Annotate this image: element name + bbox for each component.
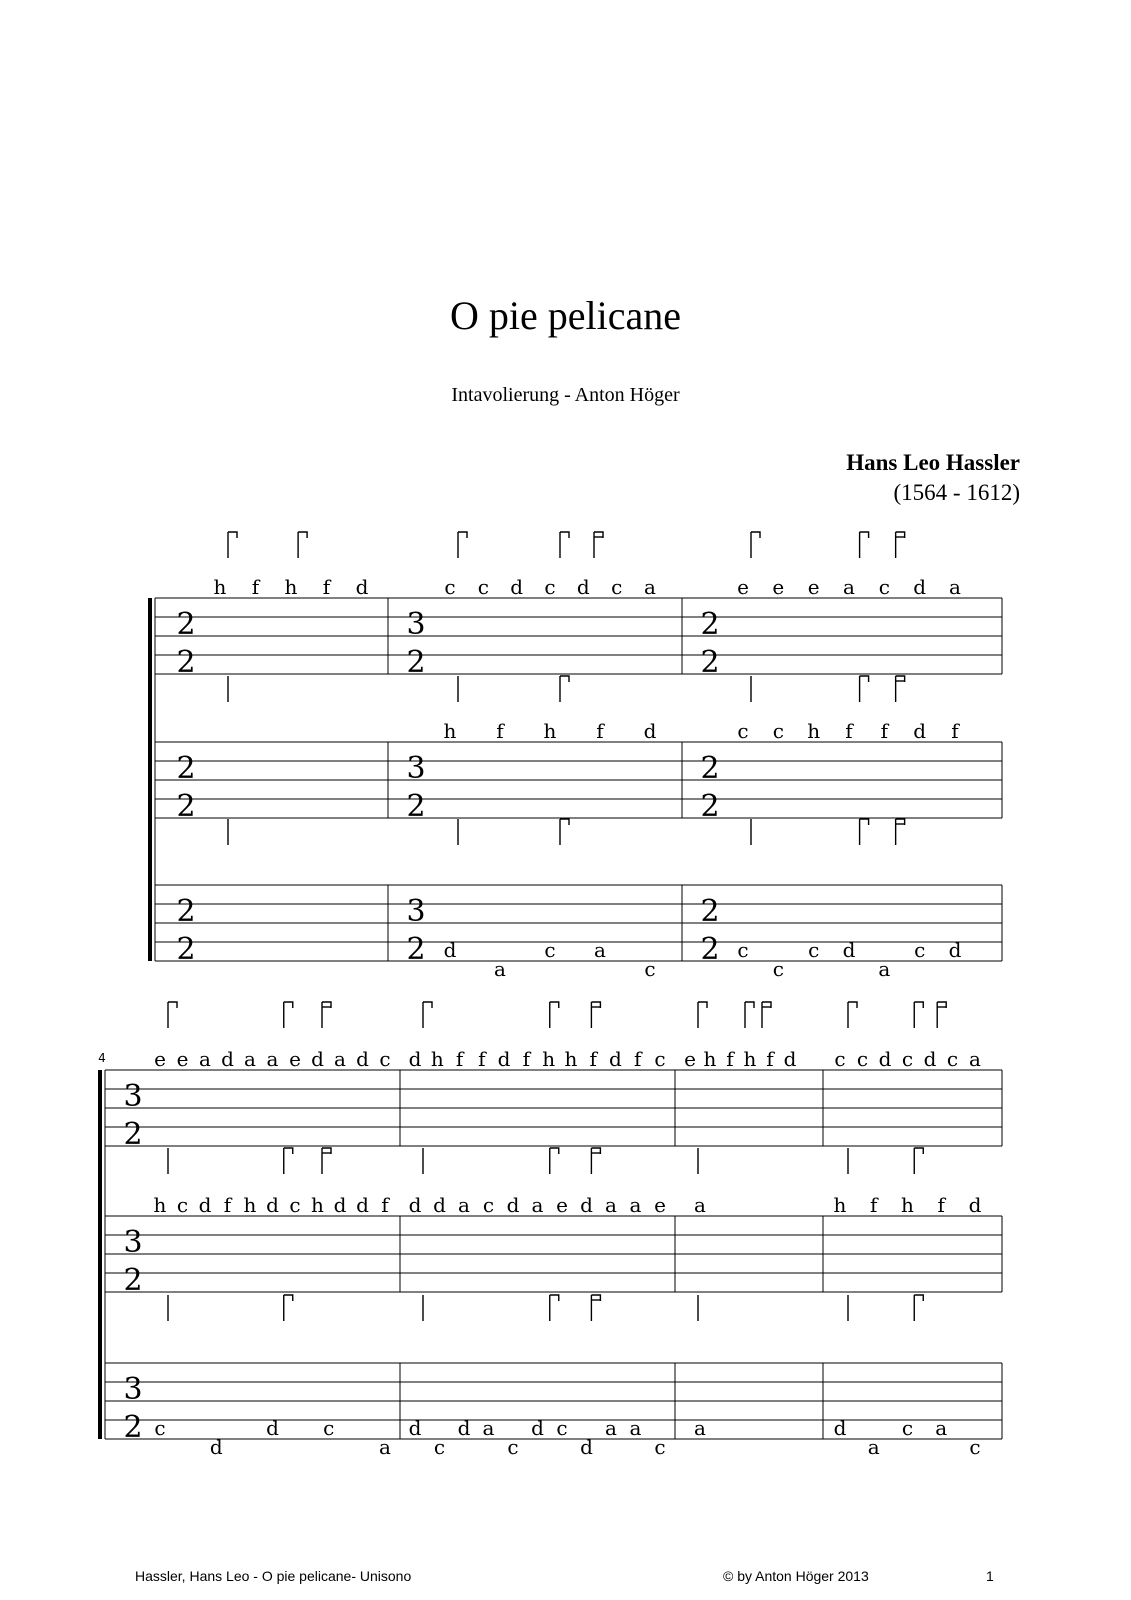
tab-letter: h xyxy=(153,1193,167,1217)
tab-letter: d xyxy=(833,1416,847,1440)
rhythm-sign xyxy=(860,676,869,682)
tab-letter: e xyxy=(684,1047,696,1071)
tab-letter: d xyxy=(609,1047,622,1071)
tab-letter: h xyxy=(284,575,298,599)
time-signature-denominator: 2 xyxy=(406,645,426,680)
tab-letter: a xyxy=(949,575,961,599)
tab-letter: d xyxy=(783,1047,797,1071)
time-signature-denominator: 2 xyxy=(176,789,196,824)
time-signature-denominator: 2 xyxy=(123,1263,143,1298)
tab-letter: d xyxy=(643,719,657,743)
tab-letter: d xyxy=(457,1416,471,1440)
tab-letter: d xyxy=(923,1047,937,1071)
rhythm-sign xyxy=(550,1148,559,1154)
rhythm-sign xyxy=(284,1295,293,1301)
tab-letter: c xyxy=(856,1047,869,1071)
time-signature-denominator: 2 xyxy=(123,1117,143,1152)
tab-letter: d xyxy=(209,1435,223,1459)
rhythm-sign xyxy=(848,1002,857,1008)
tab-letter: d xyxy=(433,1193,446,1217)
tab-letter: d xyxy=(948,938,962,962)
tab-letter: h xyxy=(807,719,821,743)
tab-letter: h xyxy=(311,1193,324,1217)
tab-letter: c xyxy=(544,575,556,599)
time-signature-numerator: 3 xyxy=(123,1079,143,1114)
tab-letter: h xyxy=(833,1193,847,1217)
tab-letter: h xyxy=(564,1047,578,1071)
tab-letter: d xyxy=(443,938,457,962)
tab-letter: a xyxy=(969,1047,981,1071)
composer-dates: (1564 - 1612) xyxy=(893,480,1020,505)
rhythm-sign xyxy=(698,1002,707,1008)
rhythm-sign xyxy=(560,676,569,682)
time-signature-numerator: 2 xyxy=(176,607,196,642)
tab-letter: f xyxy=(951,719,959,743)
rhythm-sign xyxy=(284,1002,293,1008)
time-signature-denominator: 2 xyxy=(176,932,196,967)
time-signature-numerator: 2 xyxy=(176,751,196,786)
tab-letter: e xyxy=(556,1193,568,1217)
tab-letter: e xyxy=(654,1193,666,1217)
tab-letter: a xyxy=(494,957,506,981)
rhythm-sign xyxy=(860,532,869,538)
tab-letter: d xyxy=(576,575,590,599)
tab-letter: h xyxy=(543,719,557,743)
tab-letter: a xyxy=(594,938,606,962)
rhythm-sign xyxy=(550,1002,559,1008)
tab-letter: h xyxy=(901,1193,914,1217)
tab-letter: f xyxy=(478,1047,486,1071)
tab-letter: c xyxy=(289,1193,301,1217)
footer-title: Hassler, Hans Leo - O pie pelicane- Unisono xyxy=(135,1568,412,1584)
tab-letter: c xyxy=(772,719,784,743)
rhythm-sign xyxy=(860,819,869,825)
tab-letter: f xyxy=(634,1047,642,1071)
time-signature-denominator: 2 xyxy=(700,932,720,967)
tab-letter: f xyxy=(880,719,889,743)
tab-letter: c xyxy=(901,1047,914,1071)
rhythm-sign xyxy=(560,532,569,538)
tab-letter: a xyxy=(199,1047,211,1071)
tab-letter: a xyxy=(644,575,656,599)
time-signature-numerator: 3 xyxy=(406,751,426,786)
tab-letter: c xyxy=(808,938,820,962)
rhythm-sign xyxy=(423,1002,432,1008)
tab-letter: c xyxy=(946,1047,959,1071)
tab-letter: h xyxy=(430,1047,444,1071)
tab-letter: a xyxy=(629,1193,642,1217)
rhythm-sign xyxy=(914,1148,923,1154)
tab-letter: e xyxy=(154,1047,166,1071)
tab-letter: f xyxy=(589,1047,597,1071)
time-signature-numerator: 3 xyxy=(406,894,426,929)
tab-letter: f xyxy=(726,1047,734,1071)
tab-letter: c xyxy=(444,575,456,599)
page-subtitle: Intavolierung - Anton Höger xyxy=(451,384,680,406)
tab-letter: f xyxy=(496,719,504,743)
tab-letter: d xyxy=(878,1047,892,1071)
time-signature-numerator: 3 xyxy=(123,1372,143,1407)
tab-letter: c xyxy=(379,1047,391,1071)
tab-letter: h xyxy=(443,719,457,743)
tab-letter: a xyxy=(244,1047,256,1071)
tab-letter: h xyxy=(743,1047,757,1071)
time-signature-numerator: 3 xyxy=(123,1225,143,1260)
rhythm-sign xyxy=(458,532,467,538)
tab-letter: h xyxy=(542,1047,556,1071)
tab-letter: a xyxy=(531,1193,544,1217)
time-signature-numerator: 2 xyxy=(176,894,196,929)
rhythm-sign xyxy=(751,532,760,538)
tab-letter: c xyxy=(914,938,926,962)
rhythm-sign xyxy=(914,1295,923,1301)
tab-letter: f xyxy=(223,1193,232,1217)
tab-letter: f xyxy=(322,575,331,599)
tab-letter: a xyxy=(605,1416,617,1440)
tab-letter: c xyxy=(654,1435,666,1459)
rhythm-sign xyxy=(284,1148,293,1154)
footer-copyright: © by Anton Höger 2013 xyxy=(723,1568,869,1584)
tab-letter: c xyxy=(654,1047,666,1071)
tab-letter: c xyxy=(154,1416,166,1440)
time-signature-denominator: 2 xyxy=(406,932,426,967)
tab-letter: f xyxy=(251,575,260,599)
rhythm-sign xyxy=(550,1295,559,1301)
time-signature-numerator: 2 xyxy=(700,607,720,642)
tab-letter: d xyxy=(311,1047,324,1071)
tab-letter: c xyxy=(176,1193,189,1217)
rhythm-sign xyxy=(560,819,569,825)
tab-letter: c xyxy=(611,575,623,599)
time-signature-denominator: 2 xyxy=(700,645,720,680)
rhythm-sign xyxy=(168,1002,177,1008)
tab-letter: e xyxy=(737,575,749,599)
tab-letter: c xyxy=(737,719,749,743)
tab-letter: a xyxy=(629,1416,642,1440)
tab-letter: a xyxy=(458,1193,470,1217)
time-signature-denominator: 2 xyxy=(123,1410,143,1445)
tab-letter: d xyxy=(408,1047,422,1071)
tab-letter: f xyxy=(937,1193,945,1217)
tab-letter: f xyxy=(766,1047,774,1071)
tab-letter: c xyxy=(507,1435,519,1459)
tab-letter: d xyxy=(913,719,927,743)
tab-letter: a xyxy=(935,1416,948,1440)
tab-letter: c xyxy=(969,1435,981,1459)
tab-letter: e xyxy=(176,1047,189,1071)
tab-letter: c xyxy=(323,1416,335,1440)
time-signature-numerator: 3 xyxy=(406,607,426,642)
tab-letter: a xyxy=(878,957,891,981)
tab-letter: c xyxy=(878,575,890,599)
page-title: O pie pelicane xyxy=(450,293,681,338)
rhythm-sign xyxy=(914,1002,923,1008)
tab-letter: a xyxy=(379,1435,391,1459)
tab-letter: f xyxy=(870,1193,878,1217)
tab-letter: c xyxy=(644,957,656,981)
tab-letter: c xyxy=(482,1193,495,1217)
tab-letter: c xyxy=(737,938,749,962)
tab-letter: f xyxy=(455,1047,464,1071)
tab-letter: e xyxy=(289,1047,301,1071)
tab-letter: f xyxy=(596,719,604,743)
time-signature-denominator: 2 xyxy=(176,645,196,680)
tab-letter: c xyxy=(772,957,784,981)
tab-letter: d xyxy=(266,1193,279,1217)
tab-letter: c xyxy=(544,938,556,962)
tab-letter: e xyxy=(807,575,820,599)
tab-letter: a xyxy=(694,1416,706,1440)
tab-letter: h xyxy=(213,575,227,599)
tab-letter: c xyxy=(477,575,489,599)
tab-letter: a xyxy=(694,1193,706,1217)
tab-letter: d xyxy=(221,1047,234,1071)
time-signature-denominator: 2 xyxy=(406,789,426,824)
tab-letter: f xyxy=(845,719,853,743)
tab-letter: c xyxy=(556,1416,568,1440)
tab-letter: d xyxy=(356,1047,369,1071)
tab-letter: a xyxy=(867,1435,880,1459)
tab-letter: c xyxy=(433,1435,446,1459)
time-signature-numerator: 2 xyxy=(700,751,720,786)
tab-letter: d xyxy=(408,1193,422,1217)
tab-letter: c xyxy=(834,1047,846,1071)
tab-letter: f xyxy=(381,1193,389,1217)
tab-letter: d xyxy=(333,1193,347,1217)
rhythm-sign xyxy=(745,1002,754,1008)
tab-letter: d xyxy=(497,1047,511,1071)
tab-letter: c xyxy=(901,1416,914,1440)
tab-letter: d xyxy=(580,1435,593,1459)
time-signature-numerator: 2 xyxy=(700,894,720,929)
tab-letter: h xyxy=(703,1047,717,1071)
tab-letter: d xyxy=(356,1193,369,1217)
tab-letter: h xyxy=(243,1193,257,1217)
tab-letter: a xyxy=(605,1193,617,1217)
time-signature-denominator: 2 xyxy=(700,789,720,824)
tab-letter: a xyxy=(334,1047,346,1071)
tab-letter: d xyxy=(913,575,927,599)
tab-letter: d xyxy=(266,1416,279,1440)
measure-number: 4 xyxy=(98,1051,106,1065)
composer-name: Hans Leo Hassler xyxy=(846,450,1020,475)
tab-letter: d xyxy=(510,575,524,599)
tab-letter: d xyxy=(968,1193,982,1217)
tab-letter: a xyxy=(843,575,855,599)
tab-letter: a xyxy=(266,1047,279,1071)
tab-letter: d xyxy=(580,1193,593,1217)
tab-letter: d xyxy=(531,1416,544,1440)
tab-letter: f xyxy=(522,1047,531,1071)
tab-letter: d xyxy=(506,1193,520,1217)
rhythm-sign xyxy=(228,532,237,538)
rhythm-sign xyxy=(298,532,307,538)
tab-letter: e xyxy=(772,575,785,599)
tab-letter: d xyxy=(198,1193,212,1217)
page-number: 1 xyxy=(986,1568,994,1584)
tab-letter: d xyxy=(842,938,856,962)
tab-letter: d xyxy=(408,1416,422,1440)
tab-letter: d xyxy=(355,575,369,599)
tab-letter: a xyxy=(482,1416,495,1440)
